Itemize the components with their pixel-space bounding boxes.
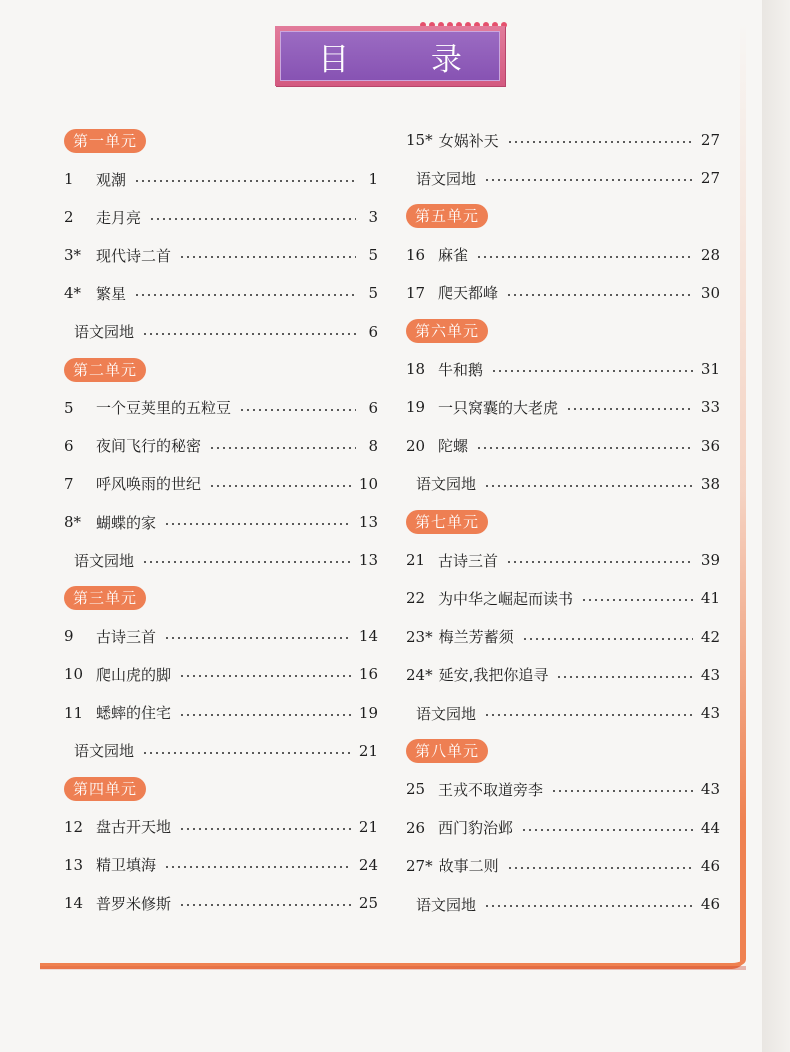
lesson-number: 13: [64, 855, 84, 874]
page-number: 39: [700, 551, 720, 570]
lesson-title: 夜间飞行的秘密: [96, 437, 202, 456]
lesson-title: 麻雀: [438, 246, 469, 265]
page-title-box: [275, 26, 505, 86]
page-number: 13: [358, 513, 378, 531]
dot-leader: [566, 408, 693, 410]
toc-entry[interactable]: [406, 244, 720, 266]
unit-heading: 第四单元: [64, 777, 146, 801]
lesson-title: 一只窝囊的大老虎: [438, 398, 559, 417]
lesson-number: 9: [64, 627, 74, 646]
dot-leader: [551, 790, 693, 792]
dot-leader: [142, 561, 351, 563]
lesson-number: 23*: [406, 627, 433, 646]
unit-heading: 第一单元: [64, 129, 146, 153]
toc-entry[interactable]: [406, 167, 720, 189]
toc-entry[interactable]: [406, 626, 720, 648]
unit-heading: 第五单元: [406, 204, 488, 228]
lesson-number: 22: [406, 589, 426, 608]
scan-gutter: [762, 0, 790, 1052]
lesson-title: 语文园地: [74, 323, 135, 341]
toc-entry[interactable]: [406, 855, 720, 877]
toc-entry[interactable]: [64, 854, 378, 876]
lesson-number: 27*: [406, 856, 433, 875]
toc-entry[interactable]: [64, 321, 378, 343]
lesson-title: 语文园地: [74, 551, 135, 570]
toc-entry[interactable]: [406, 473, 720, 495]
lesson-title: 一个豆荚里的五粒豆: [96, 399, 232, 418]
unit-heading: 第三单元: [64, 586, 146, 610]
dot-leader: [476, 256, 693, 258]
lesson-number: 14: [64, 894, 84, 912]
lesson-title: 观潮: [96, 170, 127, 189]
page-number: 30: [700, 283, 720, 302]
dot-leader: [239, 409, 356, 411]
dot-leader: [484, 714, 693, 716]
lesson-title: 爬天都峰: [438, 284, 499, 303]
toc-entry[interactable]: [64, 397, 378, 419]
lesson-title: 普罗米修斯: [96, 894, 172, 913]
lesson-title: 繁星: [96, 284, 127, 303]
lesson-title: 走月亮: [96, 208, 142, 227]
toc-entry[interactable]: [64, 740, 378, 762]
unit-heading: 第六单元: [406, 319, 488, 343]
dot-leader: [507, 141, 693, 143]
dot-leader: [522, 638, 693, 640]
toc-entry[interactable]: [64, 206, 378, 228]
toc-entry[interactable]: [64, 511, 378, 533]
page-number: 6: [368, 322, 378, 341]
toc-entry[interactable]: [64, 816, 378, 838]
page-number: 38: [700, 474, 720, 493]
lesson-number: 12: [64, 817, 84, 836]
dot-leader: [179, 828, 351, 830]
lesson-number: 5: [64, 398, 74, 417]
page-number: 14: [358, 627, 378, 646]
page-number: 5: [368, 284, 378, 303]
toc-entry[interactable]: [406, 435, 720, 457]
toc-entry[interactable]: [64, 549, 378, 571]
page-number: 6: [368, 398, 378, 417]
lesson-number: 1: [64, 170, 74, 189]
lesson-title: 语文园地: [416, 704, 477, 723]
toc-entry[interactable]: [406, 396, 720, 418]
page-number: 46: [700, 856, 720, 875]
dot-leader: [491, 370, 693, 372]
toc-entry[interactable]: [64, 282, 378, 304]
lesson-title: 现代诗二首: [96, 246, 172, 265]
lesson-number: 19: [406, 398, 426, 417]
toc-entry[interactable]: [64, 244, 378, 266]
dot-leader: [164, 866, 351, 868]
dot-leader: [164, 523, 351, 525]
dot-leader: [149, 218, 356, 220]
lesson-title: 陀螺: [438, 437, 469, 456]
page-number: 43: [700, 780, 720, 799]
lesson-number: 8*: [64, 513, 82, 531]
page-number: 25: [358, 894, 378, 912]
page-number: 46: [700, 895, 720, 913]
page-number: 24: [358, 855, 378, 874]
lesson-number: 6: [64, 436, 74, 455]
bottom-shadow-decoration: [40, 966, 746, 970]
lesson-number: 2: [64, 208, 74, 227]
lesson-title: 呼风唤雨的世纪: [96, 475, 202, 494]
lesson-title: 语文园地: [416, 169, 477, 188]
lesson-number: 18: [406, 360, 426, 379]
dot-leader: [179, 714, 351, 716]
lesson-number: 24*: [406, 665, 433, 684]
dot-leader: [134, 294, 356, 296]
page-number: 16: [358, 665, 378, 684]
page-number: 13: [358, 551, 378, 570]
dot-leader: [164, 637, 351, 639]
dot-leader: [506, 561, 693, 563]
page-number: 44: [700, 818, 720, 837]
lesson-title: 语文园地: [416, 475, 477, 494]
page-title: 目 录: [280, 31, 500, 81]
dot-leader: [179, 256, 356, 258]
lesson-title: 语文园地: [74, 742, 135, 761]
toc-entry[interactable]: [64, 625, 378, 647]
toc-entry[interactable]: [64, 168, 378, 190]
page-number: 43: [700, 665, 720, 684]
toc-entry[interactable]: [406, 129, 720, 151]
lesson-title: 古诗三首: [96, 627, 157, 646]
toc-entry[interactable]: [64, 435, 378, 457]
page-number: 33: [700, 398, 720, 417]
lesson-title: 牛和鹅: [438, 360, 484, 379]
page-number: 19: [358, 703, 378, 722]
toc-entry[interactable]: [64, 663, 378, 685]
page-number: 5: [368, 246, 378, 265]
lesson-title: 为中华之崛起而读书: [438, 589, 574, 608]
dot-leader: [556, 676, 693, 678]
lesson-title: 西门豹治邺: [438, 819, 514, 838]
lesson-title: 延安,我把你追寻: [438, 666, 549, 685]
page-number: 3: [368, 208, 378, 227]
lesson-title: 蝴蝶的家: [96, 513, 157, 532]
page-number: 27: [700, 169, 720, 188]
page-number: 21: [358, 817, 378, 836]
lesson-title: 爬山虎的脚: [96, 665, 172, 684]
lesson-title: 王戎不取道旁李: [438, 780, 544, 799]
lesson-number: 26: [406, 818, 426, 837]
dot-leader: [179, 904, 351, 906]
dot-leader: [484, 485, 693, 487]
lesson-number: 10: [64, 665, 84, 684]
lesson-title: 古诗三首: [438, 551, 499, 570]
toc-entry[interactable]: [406, 282, 720, 304]
page-number: 27: [700, 131, 720, 149]
lesson-number: 15*: [406, 131, 433, 149]
lesson-number: 25: [406, 780, 426, 799]
lesson-title: 女娲补天: [438, 131, 499, 150]
page-number: 36: [700, 436, 720, 455]
lesson-number: 3*: [64, 246, 82, 265]
toc-entry[interactable]: [406, 893, 720, 915]
dot-leader: [507, 867, 693, 869]
toc-entry[interactable]: [406, 549, 720, 571]
toc-entry[interactable]: [406, 817, 720, 839]
dot-leader: [142, 752, 351, 754]
dot-leader: [209, 485, 351, 487]
lesson-title: 盘古开天地: [96, 818, 172, 837]
lesson-title: 故事二则: [438, 857, 499, 876]
page-number: 43: [700, 704, 720, 722]
lesson-number: 7: [64, 474, 74, 493]
dot-leader: [506, 294, 693, 296]
unit-heading: 第七单元: [406, 510, 488, 534]
lesson-number: 4*: [64, 284, 82, 303]
page-number: 10: [358, 474, 378, 493]
lesson-number: 21: [406, 551, 426, 570]
toc-entry[interactable]: [406, 664, 720, 686]
page-number: 31: [700, 360, 720, 379]
lesson-number: 16: [406, 245, 426, 264]
lesson-number: 20: [406, 436, 426, 455]
unit-heading: 第二单元: [64, 358, 146, 382]
dot-leader: [134, 180, 356, 182]
toc-entry[interactable]: [406, 778, 720, 800]
lesson-title: 语文园地: [416, 895, 477, 914]
toc-entry[interactable]: [64, 892, 378, 914]
toc-entry[interactable]: [64, 702, 378, 724]
page-number: 8: [368, 436, 378, 455]
toc-entry[interactable]: [406, 587, 720, 609]
dot-leader: [484, 905, 693, 907]
page-number: 1: [368, 170, 378, 189]
unit-heading: 第八单元: [406, 739, 488, 763]
dot-leader: [521, 829, 693, 831]
page-number: 28: [700, 245, 720, 264]
page-number: 42: [700, 627, 720, 646]
lesson-number: 11: [64, 703, 84, 722]
dot-leader: [142, 333, 356, 335]
dot-leader: [209, 447, 356, 449]
lesson-title: 梅兰芳蓄须: [438, 628, 514, 647]
lesson-number: 17: [406, 283, 426, 302]
page-number: 41: [700, 589, 720, 608]
toc-entry[interactable]: [406, 702, 720, 724]
dot-leader: [581, 599, 693, 601]
lesson-title: 精卫填海: [96, 856, 157, 875]
page-number: 21: [358, 741, 378, 760]
dot-leader: [484, 179, 693, 181]
toc-entry[interactable]: [64, 473, 378, 495]
lesson-title: 蟋蟀的住宅: [96, 704, 172, 722]
toc-entry[interactable]: [406, 358, 720, 380]
dot-leader: [476, 447, 693, 449]
dot-leader: [179, 675, 351, 677]
right-border-decoration: [740, 20, 746, 965]
